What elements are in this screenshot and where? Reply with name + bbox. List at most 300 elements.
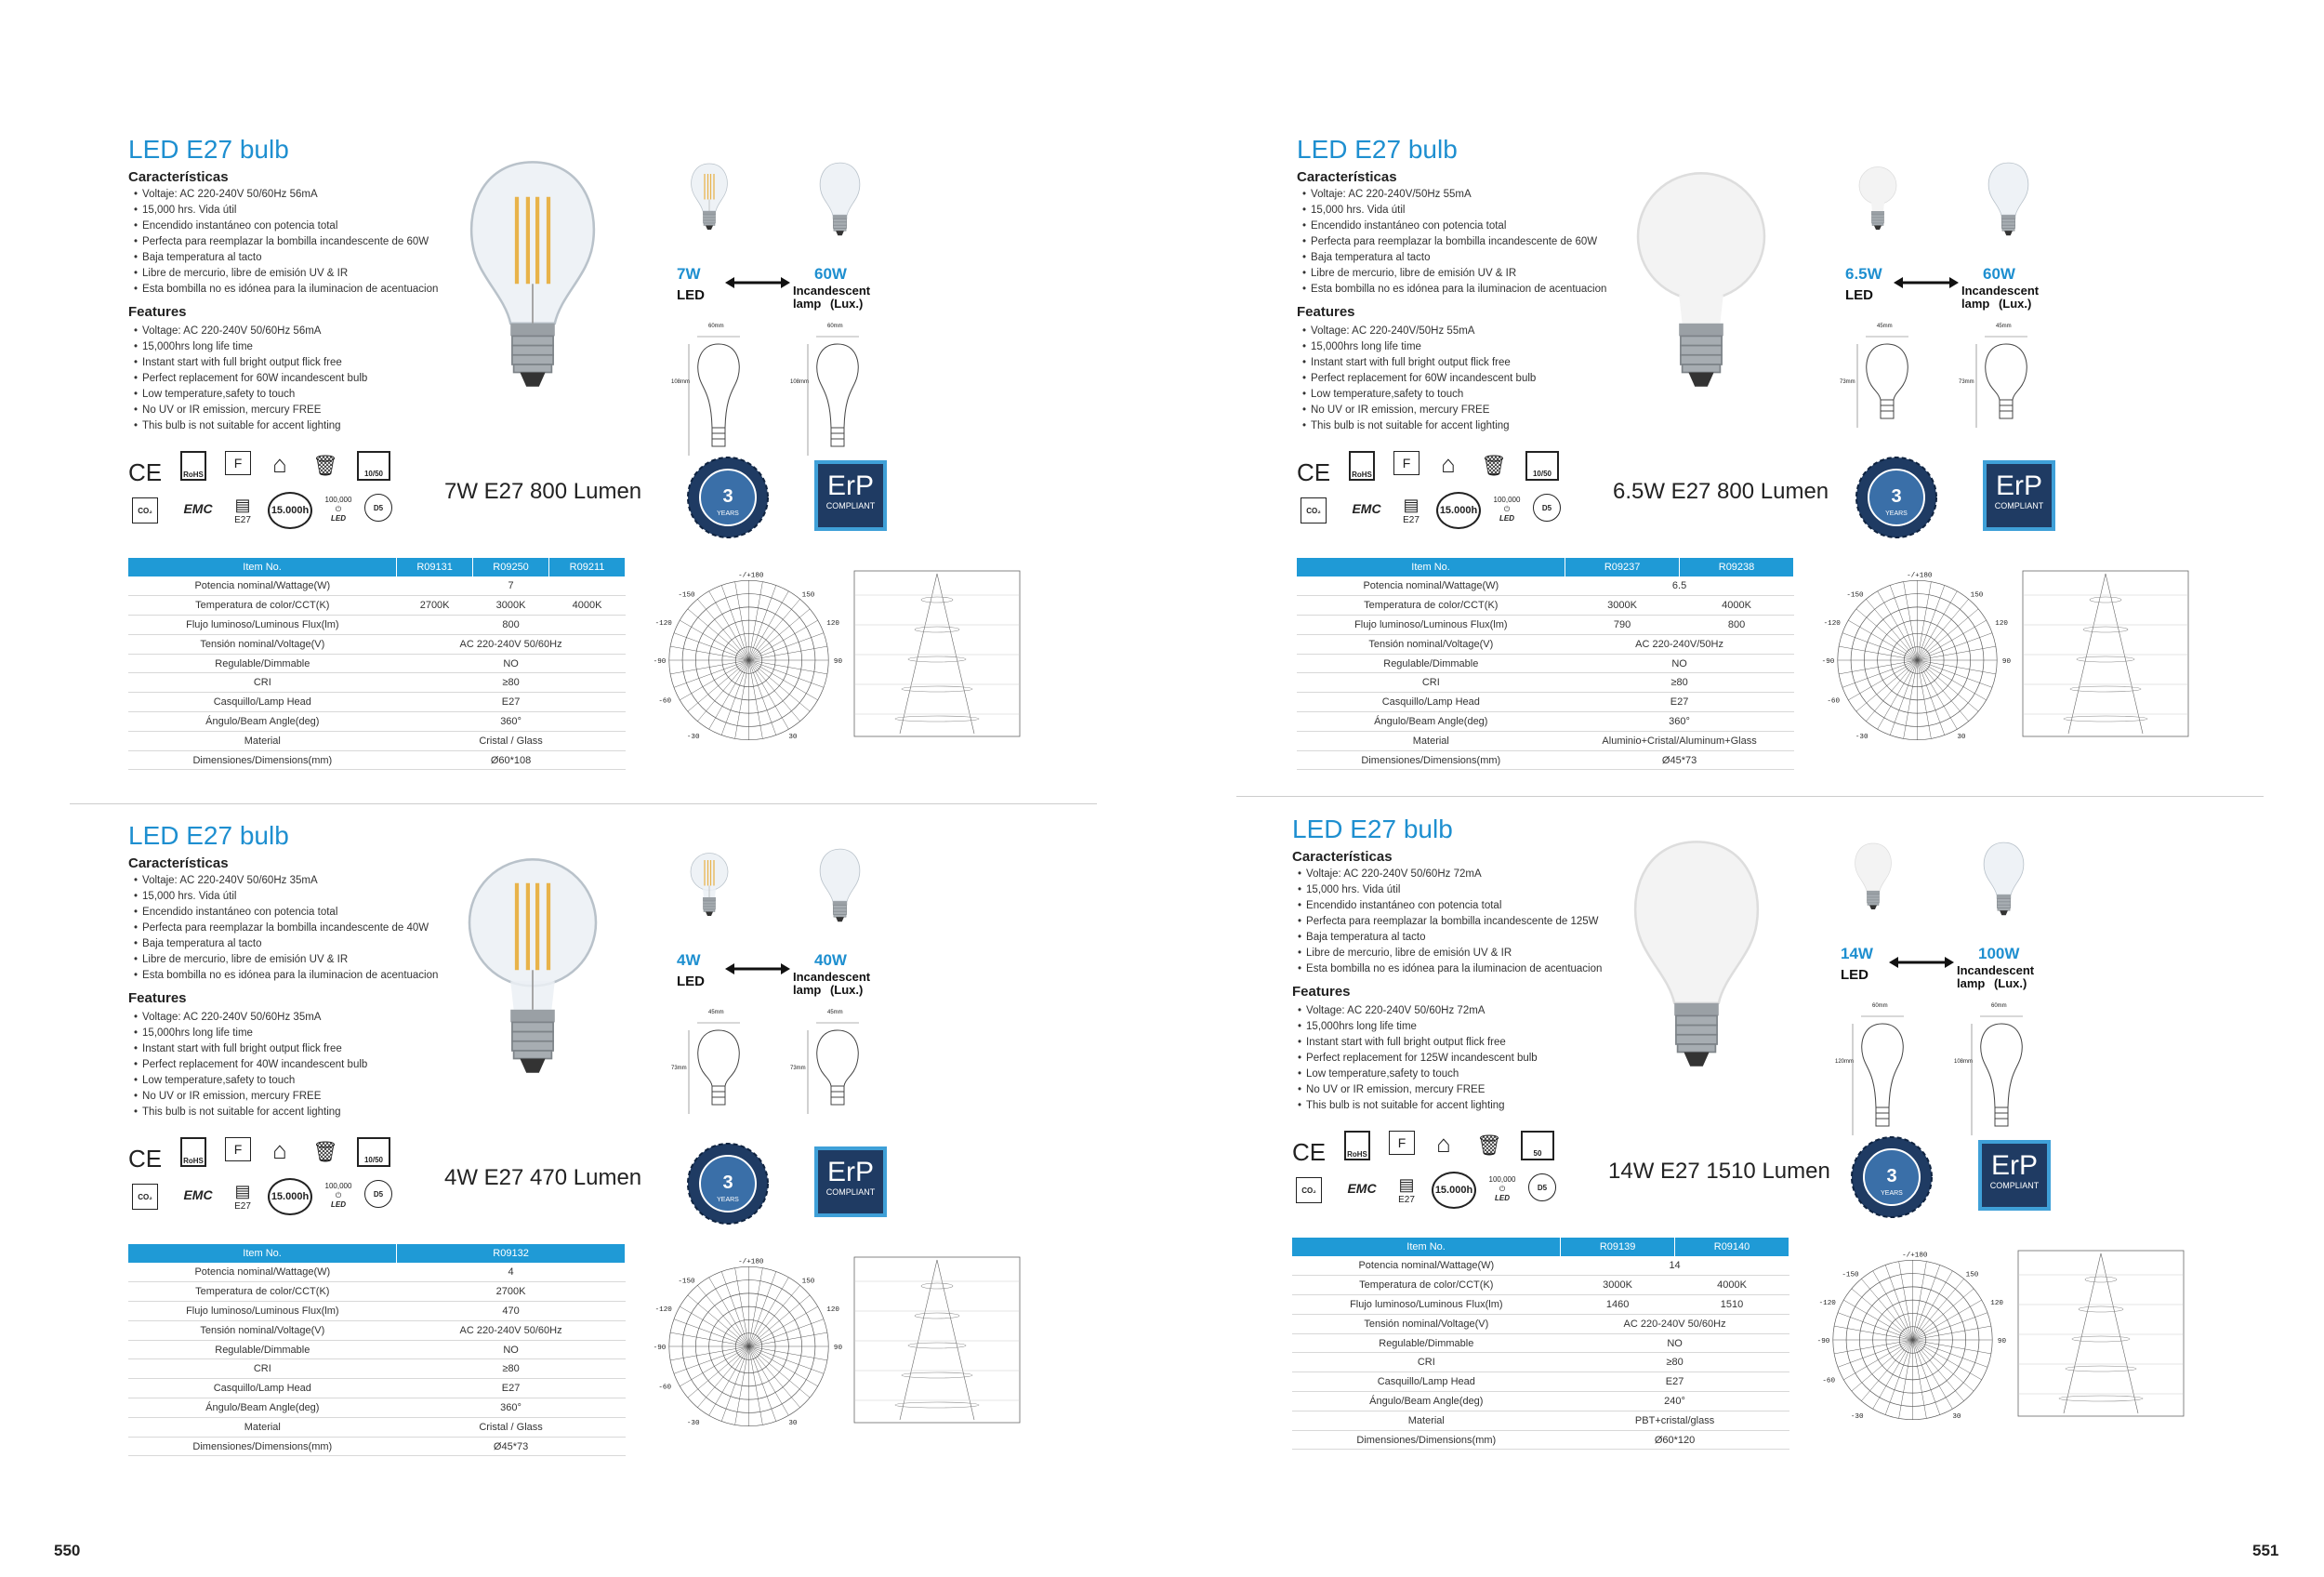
spec-label-cell: Dimensiones/Dimensions(mm) <box>128 750 397 770</box>
product-section-p3 <box>128 821 1197 1491</box>
table-row <box>1297 596 1794 616</box>
led-width-dim: 60mm <box>708 324 724 329</box>
table-row <box>1297 731 1794 750</box>
caracteristica-item: • Esta bombilla no es idónea para la iluminacion de acentuacion <box>134 968 438 984</box>
spec-label-cell: Potencia nominal/Wattage(W) <box>128 576 397 596</box>
rohs-icon: RoHS <box>180 1137 206 1167</box>
spec-value-cell: 790 <box>1565 616 1680 635</box>
feature-item: • No UV or IR emission, mercury FREE <box>1298 1082 1538 1098</box>
spec-label-cell: Tensión nominal/Voltage(V) <box>128 1320 397 1340</box>
feature-item: • Instant start with full bright output flick free <box>134 355 367 371</box>
weee-bin-icon: 🗑 <box>1476 1133 1502 1157</box>
spec-label-cell: Material <box>128 731 397 750</box>
erp-label: ErP <box>1990 1150 2038 1181</box>
spec-label-cell: Ángulo/Beam Angle(deg) <box>128 1398 397 1418</box>
table-row <box>1292 1333 1789 1353</box>
ce-mark-icon: CE <box>128 1145 163 1173</box>
caracteristica-item: • Baja temperatura al tacto <box>1302 250 1606 266</box>
spec-label-cell: Dimensiones/Dimensions(mm) <box>128 1437 397 1456</box>
led-bulb-thumbnail <box>1855 149 1901 246</box>
incandescent-dimension-drawing <box>790 1010 870 1128</box>
led-height-dim: 73mm <box>1840 379 1855 385</box>
product-bulb-image <box>454 830 612 1086</box>
svg-text:-60: -60 <box>1827 697 1841 706</box>
emc-icon: EMC <box>1352 501 1381 516</box>
product-title: LED E27 bulb <box>1297 135 1458 164</box>
spec-value-cell: 14 <box>1561 1256 1789 1276</box>
product-section-p2 <box>1297 135 2324 804</box>
spec-value-cell: 4 <box>397 1263 626 1282</box>
spec-value-cell: NO <box>397 1340 626 1359</box>
svg-text:3: 3 <box>1891 486 1902 507</box>
led-wattage: 7W <box>677 265 701 283</box>
svg-text:150: 150 <box>801 1278 815 1286</box>
feature-item: • This bulb is not suitable for accent lighting <box>1298 1098 1538 1114</box>
spec-value-cell: PBT+cristal/glass <box>1561 1411 1789 1430</box>
wattage-comparison <box>677 951 872 1007</box>
caracteristica-item: • Voltaje: AC 220-240V 50/60Hz 35mA <box>134 873 438 889</box>
co2-icon: CO₂ <box>132 497 158 523</box>
spec-label-cell: Tensión nominal/Voltage(V) <box>128 634 397 654</box>
illuminance-cone-chart <box>853 1256 1021 1428</box>
led-wattage: 14W <box>1841 945 1873 962</box>
svg-text:3: 3 <box>722 486 733 507</box>
led-width-dim: 45mm <box>1877 324 1893 329</box>
rohs-icon: RoHS <box>180 451 206 481</box>
lumen-rating: 14W E27 1510 Lumen <box>1608 1159 1830 1184</box>
svg-text:-/+180: -/+180 <box>1902 1252 1928 1260</box>
lamp-lux-label: lamp (Lux.) <box>1957 976 2027 990</box>
svg-text:30: 30 <box>788 733 798 741</box>
product-title: LED E27 bulb <box>128 821 289 850</box>
lamp-base-e27-icon: ▤ E27 <box>234 1182 251 1212</box>
spec-label-cell: Potencia nominal/Wattage(W) <box>1297 576 1565 596</box>
warranty-3-years-badge <box>1850 1135 1934 1224</box>
incandescent-dimension-drawing <box>1959 324 2039 442</box>
specs-table <box>128 1244 626 1456</box>
caracteristica-item: • Perfecta para reemplazar la bombilla incandescente de 60W <box>134 234 438 250</box>
led-label: LED <box>677 287 705 303</box>
product-bulb-image <box>1618 824 1776 1080</box>
product-bulb-image <box>454 144 612 400</box>
caracteristicas-heading: Características <box>128 169 229 185</box>
emc-icon: EMC <box>1347 1181 1377 1196</box>
inc-width-dim: 45mm <box>827 1010 843 1015</box>
svg-text:YEARS: YEARS <box>717 510 739 517</box>
feature-item: • Low temperature,safety to touch <box>134 387 367 403</box>
caracteristica-item: • Voltaje: AC 220-240V 50/60Hz 56mA <box>134 187 438 203</box>
rohs-icon: RoHS <box>1344 1131 1370 1160</box>
erp-label: ErP <box>826 1157 874 1187</box>
illuminance-cone-chart <box>2022 570 2189 742</box>
lifetime-hours-icon: 15.000h <box>268 1178 312 1215</box>
lamp-base-e27-icon: ▤ E27 <box>1403 496 1419 525</box>
spec-label-cell: Flujo luminoso/Luminous Flux(lm) <box>128 616 397 635</box>
table-header-row <box>1292 1238 1789 1256</box>
feature-item: • This bulb is not suitable for accent lighting <box>134 1105 367 1120</box>
wattage-comparison <box>1841 945 2036 1001</box>
erp-compliant-badge <box>1983 460 2055 531</box>
spec-label-cell: Material <box>128 1417 397 1437</box>
svg-text:-30: -30 <box>686 733 700 741</box>
spec-label-cell: Ángulo/Beam Angle(deg) <box>1292 1392 1561 1411</box>
feature-item: • No UV or IR emission, mercury FREE <box>134 1089 367 1105</box>
caracteristica-item: • Libre de mercurio, libre de emisión UV & IR <box>134 266 438 282</box>
page-number-right: 551 <box>2252 1542 2279 1559</box>
feature-item: • Instant start with full bright output flick free <box>1298 1035 1538 1051</box>
caracteristica-item: • Voltaje: AC 220-240V 50/60Hz 72mA <box>1298 867 1602 882</box>
spec-label-cell: Potencia nominal/Wattage(W) <box>128 1263 397 1282</box>
table-row <box>1292 1411 1789 1430</box>
feature-item: • Voltage: AC 220-240V 50/60Hz 35mA <box>134 1010 367 1026</box>
table-row <box>128 616 626 635</box>
caracteristica-item: • 15,000 hrs. Vida útil <box>134 889 438 905</box>
polar-light-distribution-chart <box>1817 567 2017 758</box>
lamp-lux-label: lamp (Lux.) <box>793 297 864 311</box>
weee-bin-icon: 🗑 <box>312 1140 338 1163</box>
inc-height-dim: 73mm <box>1959 379 1974 385</box>
spec-value-cell: 470 <box>397 1302 626 1321</box>
led-width-dim: 60mm <box>1872 1003 1888 1009</box>
dimmable-icon: D5 <box>1533 494 1561 522</box>
page-number-left: 550 <box>54 1542 81 1559</box>
svg-text:-90: -90 <box>1821 657 1835 666</box>
caracteristica-item: • 15,000 hrs. Vida útil <box>1298 882 1602 898</box>
caracteristicas-list <box>1302 187 1606 298</box>
erp-compliant-label: COMPLIANT <box>1994 501 2044 510</box>
feature-item: • 15,000hrs long life time <box>1302 339 1536 355</box>
incandescent-label: Incandescent <box>793 284 871 298</box>
table-row <box>128 1417 626 1437</box>
spec-value-cell: E27 <box>397 693 626 712</box>
svg-text:YEARS: YEARS <box>1881 1190 1903 1197</box>
spec-value-cell: NO <box>397 654 626 673</box>
feature-item: • Voltage: AC 220-240V 50/60Hz 72mA <box>1298 1003 1538 1019</box>
spec-value-cell: 3000K <box>1565 596 1680 616</box>
spec-value-cell: 360° <box>1565 712 1794 732</box>
svg-text:90: 90 <box>1997 1337 2007 1345</box>
table-row <box>1292 1314 1789 1333</box>
caracteristicas-heading: Características <box>1292 849 1393 865</box>
caracteristicas-heading: Características <box>128 855 229 871</box>
spec-value-cell: Ø60*120 <box>1561 1430 1789 1450</box>
caracteristica-item: • Libre de mercurio, libre de emisión UV & IR <box>134 952 438 968</box>
switching-cycles-icon: 100,000 ⏻ LED <box>1493 496 1521 523</box>
weee-bin-icon: 🗑 <box>1481 454 1507 477</box>
table-row <box>128 1282 626 1302</box>
svg-text:120: 120 <box>1995 619 2009 628</box>
table-header-cell: Item No. <box>1292 1238 1561 1256</box>
lifetime-hours-icon: 15.000h <box>1436 492 1481 529</box>
illuminance-cone-chart <box>853 570 1021 742</box>
spec-label-cell: CRI <box>128 673 397 693</box>
co2-icon: CO₂ <box>1301 497 1327 523</box>
table-row <box>128 1437 626 1456</box>
spec-label-cell: Regulable/Dimmable <box>128 1340 397 1359</box>
caracteristica-item: • Esta bombilla no es idónea para la iluminacion de acentuacion <box>1298 961 1602 977</box>
emc-icon: EMC <box>183 501 213 516</box>
specs-table <box>128 558 626 770</box>
table-row <box>128 693 626 712</box>
package-box-icon: 10/50 <box>1525 451 1559 481</box>
spec-label-cell: Casquillo/Lamp Head <box>1297 693 1565 712</box>
caracteristica-item: • Encendido instantáneo con potencia total <box>134 219 438 234</box>
led-label: LED <box>1845 287 1873 303</box>
feature-item: • No UV or IR emission, mercury FREE <box>134 403 367 418</box>
spec-value-cell: Cristal / Glass <box>397 1417 626 1437</box>
inc-width-dim: 45mm <box>1996 324 2012 329</box>
feature-item: • Voltage: AC 220-240V 50/60Hz 56mA <box>134 324 367 339</box>
spec-label-cell: Temperatura de color/CCT(K) <box>128 596 397 616</box>
indoor-house-icon: ⌂ <box>1436 1129 1451 1158</box>
features-heading: Features <box>128 304 187 320</box>
table-row <box>1292 1353 1789 1372</box>
caracteristicas-heading: Características <box>1297 169 1397 185</box>
spec-value-cell: E27 <box>1565 693 1794 712</box>
table-row <box>1297 634 1794 654</box>
table-row <box>128 1302 626 1321</box>
svg-text:-150: -150 <box>678 1278 695 1286</box>
spec-label-cell: CRI <box>1297 673 1565 693</box>
switching-cycles-icon: 100,000 ⏻ LED <box>324 1182 352 1209</box>
table-row <box>128 750 626 770</box>
product-section-p4 <box>1292 815 2324 1484</box>
spec-label-cell: Ángulo/Beam Angle(deg) <box>128 712 397 732</box>
illuminance-cone-chart <box>2017 1250 2185 1422</box>
table-header-cell: R09132 <box>397 1244 626 1263</box>
f-mark-icon: F <box>1393 451 1419 475</box>
spec-value-cell: 800 <box>397 616 626 635</box>
incandescent-bulb-thumbnail <box>814 149 865 251</box>
spec-value-cell: 6.5 <box>1565 576 1794 596</box>
svg-text:-120: -120 <box>1823 619 1841 628</box>
erp-compliant-label: COMPLIANT <box>825 501 876 510</box>
erp-label: ErP <box>1995 470 2042 501</box>
erp-compliant-badge <box>814 1146 887 1217</box>
table-header-cell: R09237 <box>1565 558 1680 576</box>
table-row <box>1292 1295 1789 1315</box>
svg-text:YEARS: YEARS <box>1885 510 1908 517</box>
product-title: LED E27 bulb <box>128 135 289 164</box>
caracteristicas-list <box>1298 867 1602 977</box>
spec-value-cell: 3000K <box>1561 1276 1675 1295</box>
table-row <box>128 1340 626 1359</box>
feature-item: • No UV or IR emission, mercury FREE <box>1302 403 1536 418</box>
weee-bin-icon: 🗑 <box>312 454 338 477</box>
table-header-cell: R09140 <box>1675 1238 1789 1256</box>
svg-text:3: 3 <box>1886 1166 1897 1186</box>
table-row <box>128 576 626 596</box>
package-box-icon: 50 <box>1521 1131 1554 1160</box>
led-bulb-thumbnail <box>686 149 733 246</box>
svg-text:-/+180: -/+180 <box>738 572 764 580</box>
table-header-row <box>128 558 626 576</box>
caracteristica-item: • Baja temperatura al tacto <box>134 250 438 266</box>
feature-item: • Low temperature,safety to touch <box>1302 387 1536 403</box>
spec-value-cell: ≥80 <box>397 673 626 693</box>
co2-icon: CO₂ <box>1296 1177 1322 1203</box>
spec-value-cell: AC 220-240V 50/60Hz <box>397 634 626 654</box>
double-arrow-icon <box>1889 956 1954 969</box>
ce-mark-icon: CE <box>1292 1138 1327 1166</box>
table-header-cell: R09238 <box>1680 558 1794 576</box>
table-row <box>128 634 626 654</box>
product-section-p1 <box>128 135 1197 804</box>
caracteristica-item: • Baja temperatura al tacto <box>1298 930 1602 946</box>
spec-value-cell: NO <box>1565 654 1794 673</box>
indoor-house-icon: ⌂ <box>272 449 287 478</box>
erp-compliant-badge <box>814 460 887 531</box>
table-row <box>128 596 626 616</box>
rohs-icon: RoHS <box>1349 451 1375 481</box>
lamp-base-e27-icon: ▤ E27 <box>234 496 251 525</box>
spec-value-cell: ≥80 <box>1561 1353 1789 1372</box>
spec-label-cell: Temperatura de color/CCT(K) <box>1292 1276 1561 1295</box>
f-mark-icon: F <box>225 1137 251 1161</box>
svg-text:-30: -30 <box>1855 733 1868 741</box>
table-row <box>128 712 626 732</box>
table-row <box>1292 1372 1789 1392</box>
spec-value-cell: ≥80 <box>1565 673 1794 693</box>
erp-compliant-label: COMPLIANT <box>1989 1181 2040 1190</box>
spec-value-cell: AC 220-240V 50/60Hz <box>397 1320 626 1340</box>
product-bulb-image <box>1622 144 1780 400</box>
polar-light-distribution-chart <box>1813 1247 2013 1438</box>
specs-table <box>1297 558 1794 770</box>
svg-text:90: 90 <box>2001 657 2012 666</box>
spec-value-cell: Ø60*108 <box>397 750 626 770</box>
spec-label-cell: Casquillo/Lamp Head <box>1292 1372 1561 1392</box>
caracteristica-item: • Perfecta para reemplazar la bombilla incandescente de 125W <box>1298 914 1602 930</box>
spec-value-cell: 3000K <box>473 596 549 616</box>
svg-text:90: 90 <box>833 657 843 666</box>
caracteristicas-list <box>134 873 438 984</box>
svg-text:-60: -60 <box>658 1384 672 1392</box>
features-heading: Features <box>128 990 187 1006</box>
lifetime-hours-icon: 15.000h <box>268 492 312 529</box>
table-header-cell: R09131 <box>397 558 473 576</box>
table-row <box>1297 673 1794 693</box>
certification-icons <box>1292 1131 1571 1214</box>
features-heading: Features <box>1292 984 1351 1000</box>
spec-label-cell: CRI <box>1292 1353 1561 1372</box>
spec-value-cell: 2700K <box>397 596 473 616</box>
features-heading: Features <box>1297 304 1355 320</box>
incandescent-label: Incandescent <box>1957 963 2035 977</box>
led-height-dim: 120mm <box>1835 1059 1855 1065</box>
warranty-3-years-badge <box>1855 456 1938 544</box>
table-row <box>128 673 626 693</box>
svg-text:-90: -90 <box>1816 1337 1830 1345</box>
inc-height-dim: 108mm <box>790 379 810 385</box>
incandescent-dimension-drawing <box>1954 1003 2034 1149</box>
svg-text:120: 120 <box>1990 1299 2004 1307</box>
specs-table <box>1292 1238 1789 1450</box>
indoor-house-icon: ⌂ <box>1441 449 1456 478</box>
spec-label-cell: Tensión nominal/Voltage(V) <box>1292 1314 1561 1333</box>
spec-label-cell: Casquillo/Lamp Head <box>128 693 397 712</box>
warranty-3-years-badge <box>686 1142 770 1230</box>
indoor-house-icon: ⌂ <box>272 1135 287 1164</box>
spec-value-cell: 4000K <box>1675 1276 1789 1295</box>
package-box-icon: 10/50 <box>357 1137 390 1167</box>
svg-text:150: 150 <box>801 591 815 600</box>
feature-item: • 15,000hrs long life time <box>1298 1019 1538 1035</box>
table-row <box>1292 1256 1789 1276</box>
svg-text:150: 150 <box>1970 591 1984 600</box>
spec-value-cell: 4000K <box>549 596 626 616</box>
led-dimension-drawing <box>1840 324 1920 442</box>
lamp-base-e27-icon: ▤ E27 <box>1398 1175 1415 1205</box>
spec-value-cell: 360° <box>397 1398 626 1418</box>
f-mark-icon: F <box>225 451 251 475</box>
table-row <box>128 1398 626 1418</box>
double-arrow-icon <box>725 276 790 289</box>
feature-item: • Instant start with full bright output flick free <box>1302 355 1536 371</box>
incandescent-label: Incandescent <box>793 970 871 984</box>
table-row <box>1297 654 1794 673</box>
feature-item: • Perfect replacement for 125W incandescent bulb <box>1298 1051 1538 1067</box>
wattage-comparison <box>1845 265 2040 321</box>
feature-item: • Perfect replacement for 60W incandescent bulb <box>1302 371 1536 387</box>
spec-value-cell: Ø45*73 <box>397 1437 626 1456</box>
caracteristica-item: • Encendido instantáneo con potencia total <box>134 905 438 921</box>
inc-width-dim: 60mm <box>827 324 843 329</box>
led-bulb-thumbnail <box>686 835 733 933</box>
spec-label-cell: Regulable/Dimmable <box>1297 654 1565 673</box>
spec-label-cell: Flujo luminoso/Luminous Flux(lm) <box>128 1302 397 1321</box>
caracteristica-item: • Voltaje: AC 220-240V/50Hz 55mA <box>1302 187 1606 203</box>
led-width-dim: 45mm <box>708 1010 724 1015</box>
svg-text:120: 120 <box>826 1305 840 1314</box>
svg-text:30: 30 <box>1952 1412 1961 1421</box>
incandescent-bulb-thumbnail <box>1978 828 2029 931</box>
spec-label-cell: Regulable/Dimmable <box>128 654 397 673</box>
svg-text:-150: -150 <box>1846 591 1864 600</box>
led-bulb-thumbnail <box>1850 828 1896 926</box>
spec-label-cell: Ángulo/Beam Angle(deg) <box>1297 712 1565 732</box>
features-list <box>134 324 367 434</box>
table-row <box>128 731 626 750</box>
caracteristica-item: • Esta bombilla no es idónea para la iluminacion de acentuacion <box>1302 282 1606 298</box>
emc-icon: EMC <box>183 1187 213 1202</box>
lumen-rating: 7W E27 800 Lumen <box>444 479 642 504</box>
svg-text:-90: -90 <box>653 1344 667 1352</box>
wattage-comparison <box>677 265 872 321</box>
spec-value-cell: 4000K <box>1680 596 1794 616</box>
table-header-cell: R09139 <box>1561 1238 1675 1256</box>
svg-text:150: 150 <box>1965 1271 1979 1279</box>
certification-icons <box>1297 451 1576 535</box>
svg-text:-120: -120 <box>654 619 672 628</box>
svg-text:-30: -30 <box>1850 1412 1864 1421</box>
svg-text:-120: -120 <box>654 1305 672 1314</box>
incandescent-bulb-thumbnail <box>814 835 865 937</box>
incandescent-wattage: 40W <box>814 951 847 969</box>
spec-label-cell: Tensión nominal/Voltage(V) <box>1297 634 1565 654</box>
erp-compliant-label: COMPLIANT <box>825 1187 876 1197</box>
svg-text:YEARS: YEARS <box>717 1197 739 1203</box>
spec-value-cell: AC 220-240V 50/60Hz <box>1561 1314 1789 1333</box>
inc-height-dim: 73mm <box>790 1066 806 1071</box>
spec-value-cell: E27 <box>397 1379 626 1398</box>
caracteristica-item: • Encendido instantáneo con potencia total <box>1298 898 1602 914</box>
svg-text:-150: -150 <box>678 591 695 600</box>
feature-item: • 15,000hrs long life time <box>134 1026 367 1041</box>
caracteristica-item: • Perfecta para reemplazar la bombilla incandescente de 60W <box>1302 234 1606 250</box>
caracteristica-item: • Perfecta para reemplazar la bombilla incandescente de 40W <box>134 921 438 936</box>
table-row <box>1292 1392 1789 1411</box>
